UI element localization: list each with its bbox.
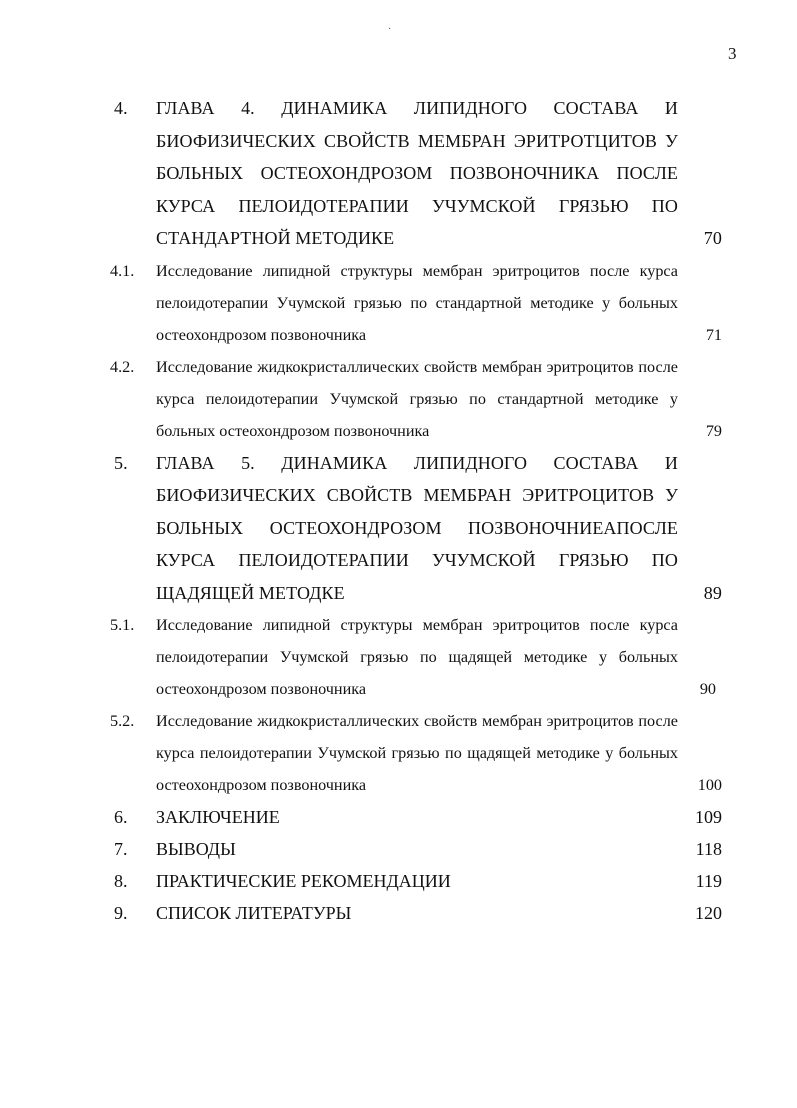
- entry-title: ЗАКЛЮЧЕНИЕ: [156, 807, 280, 827]
- entry-page: 100: [697, 776, 722, 794]
- toc-entry-chapter-4: [108, 92, 722, 255]
- entry-title: ВЫВОДЫ: [156, 839, 236, 859]
- toc-entry-recommendations: [108, 865, 722, 897]
- toc-entry-chapter-5: [108, 447, 722, 610]
- entry-number: 4.: [114, 98, 128, 118]
- toc-entry-findings: [108, 833, 722, 865]
- entry-title: Исследование липидной структуры мембран эритроцитов после курса пелоидотерапии Учумской грязью по стандартной методике у больных остеохондрозом позвоночника: [156, 261, 678, 344]
- toc-entry-5-1: [108, 609, 722, 705]
- entry-page: 90: [699, 680, 716, 698]
- entry-title: ГЛАВА 4. ДИНАМИКА ЛИПИДНОГО СОСТАВА И БИОФИЗИЧЕСКИХ СВОЙСТВ МЕМБРАН ЭРИТРОТЦИТОВ У БОЛЬНЫХ ОСТЕОХОНДРОЗОМ ПОЗВОНОЧНИКА ПОСЛЕ КУРСА ПЕЛОИДОТЕРАПИИ УЧУМСКОЙ ГРЯЗЬЮ ПО СТАНДАРТНОЙ МЕТОДИКЕ: [156, 98, 678, 248]
- toc-entry-5-2: [108, 705, 722, 801]
- toc-entry-references: [108, 897, 722, 929]
- entry-number: 7.: [114, 839, 128, 859]
- entry-title: ГЛАВА 5. ДИНАМИКА ЛИПИДНОГО СОСТАВА И БИОФИЗИЧЕСКИХ СВОЙСТВ МЕМБРАН ЭРИТРОЦИТОВ У БОЛЬНЫХ ОСТЕОХОНДРОЗОМ ПОЗВОНОЧНИЕАПОСЛЕ КУРСА ПЕЛОИДОТЕРАПИИ УЧУМСКОЙ ГРЯЗЬЮ ПО ЩАДЯЩЕЙ МЕТОДКЕ: [156, 452, 678, 603]
- entry-page: 109: [695, 807, 722, 827]
- toc-entry-4-1: [108, 255, 722, 351]
- scan-dot: ·: [388, 24, 392, 35]
- entry-number: 5.: [114, 452, 128, 473]
- entry-number: 6.: [114, 807, 128, 827]
- entry-page: 119: [695, 871, 722, 891]
- entry-page: 120: [695, 903, 722, 923]
- entry-page: 79: [705, 421, 722, 440]
- entry-number: 4.2.: [110, 357, 135, 376]
- entry-title: СПИСОК ЛИТЕРАТУРЫ: [156, 903, 352, 923]
- toc-entry-4-2: [108, 351, 722, 447]
- entry-page: 70: [703, 228, 722, 248]
- entry-number: 8.: [114, 871, 128, 891]
- entry-number: 5.1.: [110, 616, 135, 634]
- entry-title: Исследование жидкокристаллических свойств мембран эритроцитов после курса пелоидотерапии Учумской грязью по щадящей методике у больных остеохондрозом позвоночника: [156, 712, 678, 794]
- entry-title: ПРАКТИЧЕСКИЕ РЕКОМЕНДАЦИИ: [156, 871, 451, 891]
- page-number: 3: [728, 44, 737, 63]
- entry-page: 89: [703, 582, 722, 603]
- entry-page: 71: [705, 325, 722, 344]
- entry-page: 118: [695, 839, 722, 859]
- entry-title: Исследование жидкокристаллических свойств мембран эритроцитов после курса пелоидотерапии Учумской грязью по стандартной методике у больных остеохондрозом позвоночника: [156, 357, 678, 440]
- entry-title: Исследование липидной структуры мембран эритроцитов после курса пелоидотерапии Учумской грязью по щадящей методике у больных остеохондрозом позвоночника: [156, 616, 678, 698]
- entry-number: 5.2.: [110, 712, 135, 730]
- toc-entry-conclusion: [108, 801, 722, 833]
- entry-number: 9.: [114, 903, 128, 923]
- entry-number: 4.1.: [110, 261, 135, 280]
- table-of-contents: [108, 92, 722, 929]
